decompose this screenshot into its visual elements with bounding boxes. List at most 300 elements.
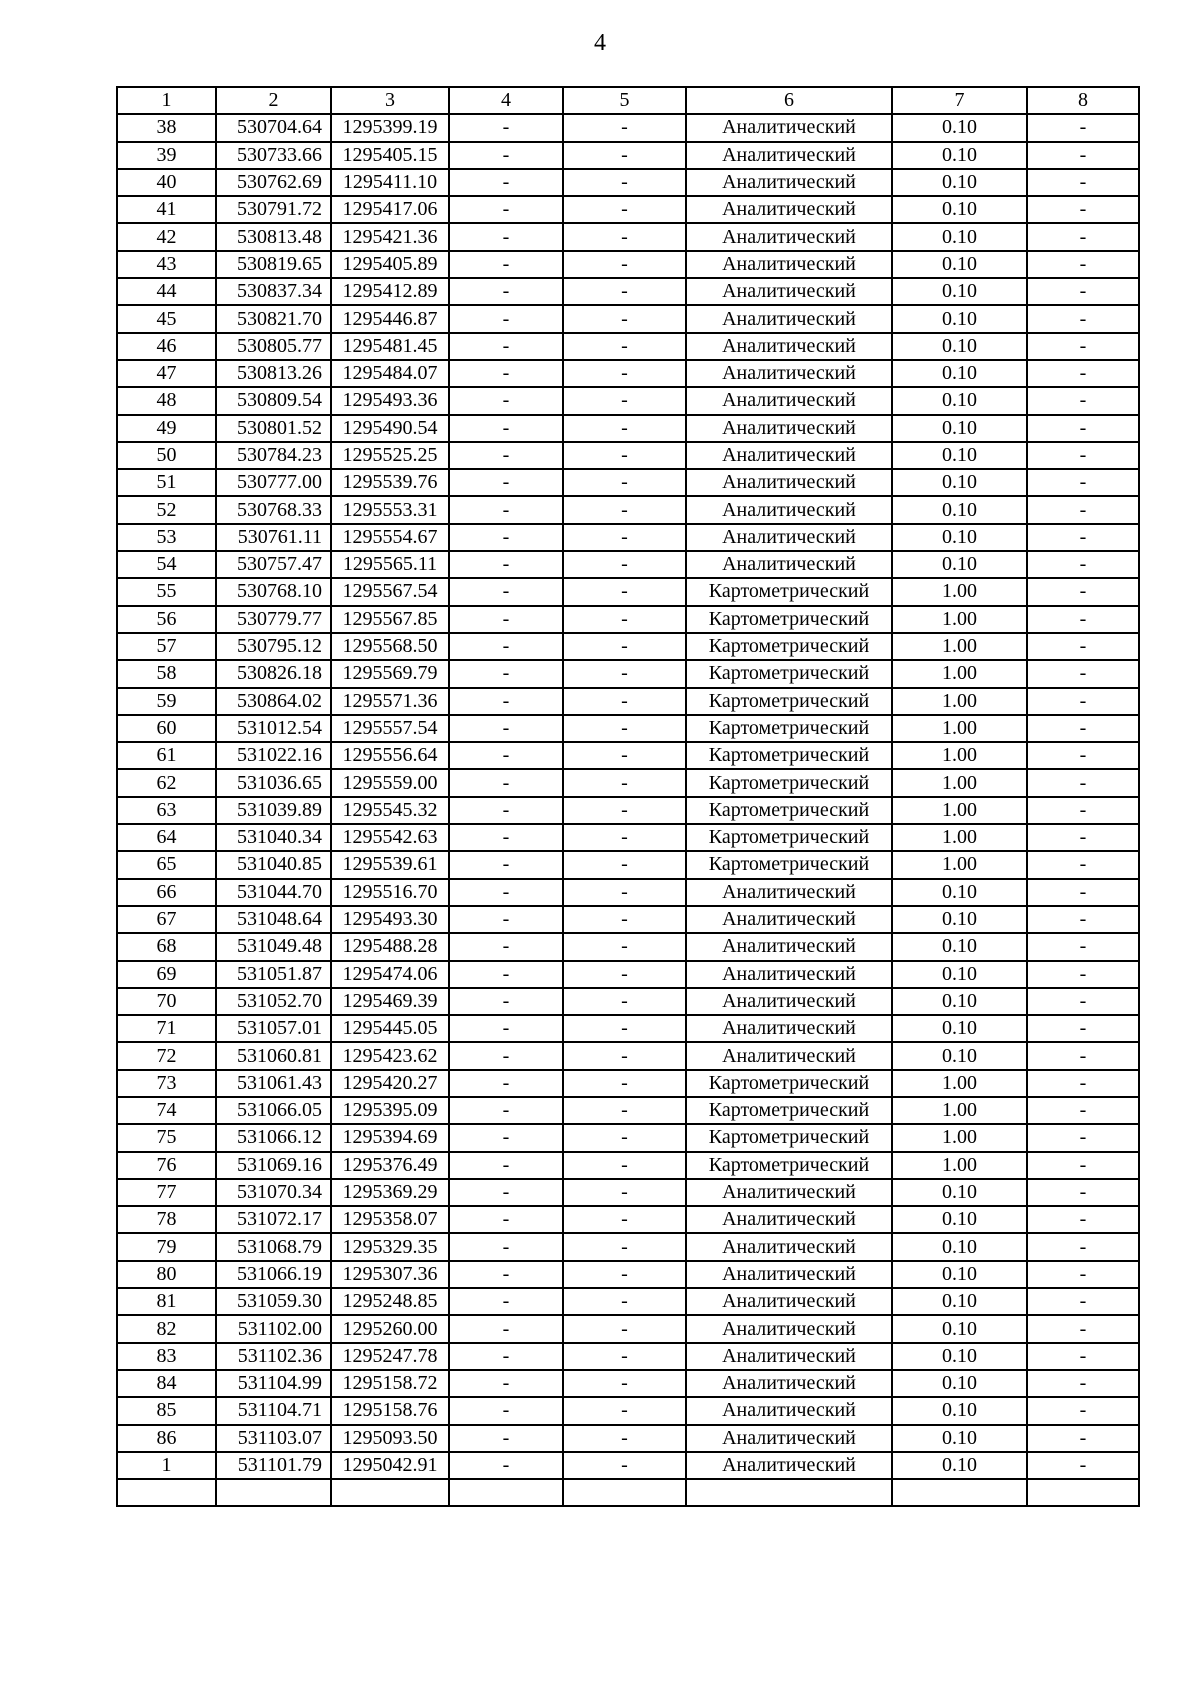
cell-col-accuracy: 0.10 — [892, 1179, 1027, 1206]
cell-col-5: - — [563, 1070, 686, 1097]
cell-col-method: Аналитический — [686, 251, 892, 278]
cell-col-y-coordinate: 1295042.91 — [331, 1452, 449, 1479]
cell-col-4: - — [449, 1152, 563, 1179]
table-row — [117, 169, 1139, 196]
header-cell-col-5: 5 — [563, 87, 686, 114]
cell-col-accuracy: 0.10 — [892, 496, 1027, 523]
cell-col-method: Картометрический — [686, 797, 892, 824]
cell-col-8: - — [1027, 961, 1139, 988]
cell-col-point-number: 40 — [117, 169, 216, 196]
cell-col-8: - — [1027, 469, 1139, 496]
cell-col-8: - — [1027, 578, 1139, 605]
cell-col-5: - — [563, 879, 686, 906]
cell-col-y-coordinate: 1295394.69 — [331, 1124, 449, 1151]
cell-col-4: - — [449, 1452, 563, 1479]
cell-col-5: - — [563, 387, 686, 414]
cell-col-accuracy: 1.00 — [892, 633, 1027, 660]
cell-col-8: - — [1027, 1452, 1139, 1479]
cell-col-point-number: 70 — [117, 988, 216, 1015]
cell-col-4: - — [449, 1288, 563, 1315]
cell-col-5: - — [563, 1315, 686, 1342]
cell-col-accuracy: 0.10 — [892, 1425, 1027, 1452]
cell-col-accuracy: 1.00 — [892, 769, 1027, 796]
cell-col-x-coordinate: 531044.70 — [216, 879, 331, 906]
cell-col-point-number: 56 — [117, 606, 216, 633]
cell-col-8: - — [1027, 1042, 1139, 1069]
cell-col-x-coordinate: 531101.79 — [216, 1452, 331, 1479]
cell-col-4: - — [449, 1315, 563, 1342]
cell-col-4: - — [449, 278, 563, 305]
table-row — [117, 906, 1139, 933]
cell-col-accuracy: 0.10 — [892, 114, 1027, 141]
cell-col-x-coordinate: 531066.12 — [216, 1124, 331, 1151]
table-row — [117, 1452, 1139, 1479]
cell-col-8: - — [1027, 142, 1139, 169]
cell-col-4: - — [449, 223, 563, 250]
cell-col-accuracy: 0.10 — [892, 1233, 1027, 1260]
cell-col-y-coordinate: 1295420.27 — [331, 1070, 449, 1097]
cell-col-point-number: 85 — [117, 1397, 216, 1424]
table-row — [117, 769, 1139, 796]
cell-col-4: - — [449, 797, 563, 824]
cell-col-accuracy: 0.10 — [892, 1288, 1027, 1315]
coordinates-table — [116, 86, 1140, 1507]
table-row — [117, 1124, 1139, 1151]
cell-col-4: - — [449, 1206, 563, 1233]
cell-col-method: Аналитический — [686, 496, 892, 523]
cell-col-point-number: 82 — [117, 1315, 216, 1342]
cell-col-point-number: 1 — [117, 1452, 216, 1479]
cell-col-accuracy: 0.10 — [892, 933, 1027, 960]
cell-col-8: - — [1027, 606, 1139, 633]
cell-col-8: - — [1027, 1206, 1139, 1233]
cell-col-4: - — [449, 360, 563, 387]
cell-col-method: Картометрический — [686, 606, 892, 633]
cell-col-5: - — [563, 1206, 686, 1233]
cell-col-4: - — [449, 715, 563, 742]
cell-col-accuracy: 0.10 — [892, 469, 1027, 496]
cell-col-x-coordinate: 531069.16 — [216, 1152, 331, 1179]
cell-col-5: - — [563, 442, 686, 469]
table-row — [117, 879, 1139, 906]
cell-col-8: - — [1027, 442, 1139, 469]
cell-col-method: Аналитический — [686, 1261, 892, 1288]
cell-col-x-coordinate: 531070.34 — [216, 1179, 331, 1206]
cell-col-accuracy: 0.10 — [892, 1343, 1027, 1370]
cell-col-4: - — [449, 1261, 563, 1288]
cell-col-point-number: 51 — [117, 469, 216, 496]
cell-col-point-number: 65 — [117, 851, 216, 878]
cell-col-5: - — [563, 660, 686, 687]
cell-col-method: Картометрический — [686, 660, 892, 687]
cell-col-8: - — [1027, 1179, 1139, 1206]
cell-col-accuracy: 0.10 — [892, 333, 1027, 360]
cell-col-8: - — [1027, 988, 1139, 1015]
table-row — [117, 1206, 1139, 1233]
cell-col-x-coordinate: 530809.54 — [216, 387, 331, 414]
cell-col-method: Аналитический — [686, 1370, 892, 1397]
cell-col-point-number: 86 — [117, 1425, 216, 1452]
cell-col-5: - — [563, 1042, 686, 1069]
cell-col-accuracy: 1.00 — [892, 824, 1027, 851]
cell-col-point-number: 77 — [117, 1179, 216, 1206]
cell-col-8: - — [1027, 715, 1139, 742]
table-row — [117, 606, 1139, 633]
cell-col-x-coordinate: 531040.85 — [216, 851, 331, 878]
cell-col-point-number: 54 — [117, 551, 216, 578]
cell-col-x-coordinate: 531052.70 — [216, 988, 331, 1015]
cell-col-4: - — [449, 524, 563, 551]
cell-col-method: Аналитический — [686, 223, 892, 250]
cell-col-x-coordinate: 531012.54 — [216, 715, 331, 742]
cell-col-5: - — [563, 196, 686, 223]
cell-col-8: - — [1027, 1261, 1139, 1288]
cell-col-x-coordinate: 530757.47 — [216, 551, 331, 578]
cell-col-5: - — [563, 1452, 686, 1479]
cell-col-5: - — [563, 415, 686, 442]
cell-col-method: Аналитический — [686, 988, 892, 1015]
cell-col-5: - — [563, 824, 686, 851]
cell-col-method: Картометрический — [686, 1070, 892, 1097]
cell-col-4: - — [449, 851, 563, 878]
cell-col-method: Аналитический — [686, 524, 892, 551]
cell-col-point-number: 58 — [117, 660, 216, 687]
cell-col-8: - — [1027, 1152, 1139, 1179]
cell-col-y-coordinate: 1295481.45 — [331, 333, 449, 360]
cell-col-4: - — [449, 688, 563, 715]
cell-col-accuracy: 0.10 — [892, 879, 1027, 906]
cell-col-method: Аналитический — [686, 114, 892, 141]
cell-col-method: Картометрический — [686, 769, 892, 796]
cell-col-x-coordinate: 530813.48 — [216, 223, 331, 250]
cell-col-method: Аналитический — [686, 469, 892, 496]
cell-col-x-coordinate: 531102.36 — [216, 1343, 331, 1370]
table-row — [117, 715, 1139, 742]
cell-col-point-number: 74 — [117, 1097, 216, 1124]
cell-col-point-number: 55 — [117, 578, 216, 605]
cell-col-5: - — [563, 742, 686, 769]
cell-col-point-number: 59 — [117, 688, 216, 715]
cell-col-y-coordinate: 1295516.70 — [331, 879, 449, 906]
cell-col-accuracy: 0.10 — [892, 1261, 1027, 1288]
cell-col-point-number: 81 — [117, 1288, 216, 1315]
cell-col-point-number: 63 — [117, 797, 216, 824]
cell-col-method: Аналитический — [686, 1233, 892, 1260]
table-row — [117, 1042, 1139, 1069]
table-row — [117, 851, 1139, 878]
table-row — [117, 1015, 1139, 1042]
table-row — [117, 1097, 1139, 1124]
cell-col-8: - — [1027, 660, 1139, 687]
cell-col-point-number: 48 — [117, 387, 216, 414]
cell-col-4: - — [449, 142, 563, 169]
table-row — [117, 1397, 1139, 1424]
cell-col-4: - — [449, 1343, 563, 1370]
cell-col-method: Аналитический — [686, 415, 892, 442]
cell-col-4: - — [449, 824, 563, 851]
table-row — [117, 223, 1139, 250]
cell-col-x-coordinate: 530837.34 — [216, 278, 331, 305]
cell-col-4: - — [449, 1042, 563, 1069]
cell-col-point-number: 53 — [117, 524, 216, 551]
cell-col-point-number: 73 — [117, 1070, 216, 1097]
table-row — [117, 1479, 1139, 1506]
cell-col-accuracy: 1.00 — [892, 797, 1027, 824]
cell-col-x-coordinate: 530762.69 — [216, 169, 331, 196]
cell-col-point-number: 84 — [117, 1370, 216, 1397]
cell-col-4: - — [449, 660, 563, 687]
cell-col-accuracy: 1.00 — [892, 742, 1027, 769]
cell-col-method: Аналитический — [686, 933, 892, 960]
cell-col-y-coordinate: 1295493.30 — [331, 906, 449, 933]
header-cell-col-8: 8 — [1027, 87, 1139, 114]
cell-col-point-number: 43 — [117, 251, 216, 278]
cell-col-4: - — [449, 415, 563, 442]
cell-col-8: - — [1027, 551, 1139, 578]
cell-col-x-coordinate: 531103.07 — [216, 1425, 331, 1452]
table-row — [117, 1152, 1139, 1179]
cell-col-point-number: 38 — [117, 114, 216, 141]
cell-col-x-coordinate: 531061.43 — [216, 1070, 331, 1097]
table-row — [117, 1315, 1139, 1342]
cell-col-y-coordinate: 1295545.32 — [331, 797, 449, 824]
cell-col-x-coordinate: 531068.79 — [216, 1233, 331, 1260]
table-row — [117, 442, 1139, 469]
table-row — [117, 933, 1139, 960]
cell-col-method: Аналитический — [686, 142, 892, 169]
cell-col-5: - — [563, 223, 686, 250]
table-row — [117, 114, 1139, 141]
cell-col-y-coordinate: 1295493.36 — [331, 387, 449, 414]
table-row — [117, 524, 1139, 551]
cell-col-accuracy — [892, 1479, 1027, 1506]
header-cell-col-method: 6 — [686, 87, 892, 114]
cell-col-accuracy: 0.10 — [892, 1042, 1027, 1069]
cell-col-x-coordinate: 530761.11 — [216, 524, 331, 551]
table-row — [117, 469, 1139, 496]
cell-col-5: - — [563, 1261, 686, 1288]
cell-col-y-coordinate: 1295395.09 — [331, 1097, 449, 1124]
cell-col-5: - — [563, 1179, 686, 1206]
cell-col-point-number: 75 — [117, 1124, 216, 1151]
cell-col-y-coordinate: 1295557.54 — [331, 715, 449, 742]
cell-col-x-coordinate: 530813.26 — [216, 360, 331, 387]
cell-col-y-coordinate: 1295525.25 — [331, 442, 449, 469]
cell-col-method: Картометрический — [686, 715, 892, 742]
cell-col-8: - — [1027, 688, 1139, 715]
table-row — [117, 1343, 1139, 1370]
cell-col-4: - — [449, 387, 563, 414]
cell-col-5: - — [563, 169, 686, 196]
cell-col-accuracy: 0.10 — [892, 1370, 1027, 1397]
table-row — [117, 1370, 1139, 1397]
cell-col-y-coordinate: 1295248.85 — [331, 1288, 449, 1315]
cell-col-5: - — [563, 305, 686, 332]
cell-col-x-coordinate: 530733.66 — [216, 142, 331, 169]
table-row — [117, 1233, 1139, 1260]
table-row — [117, 988, 1139, 1015]
cell-col-accuracy: 0.10 — [892, 305, 1027, 332]
cell-col-y-coordinate: 1295307.36 — [331, 1261, 449, 1288]
cell-col-5: - — [563, 496, 686, 523]
cell-col-accuracy: 0.10 — [892, 524, 1027, 551]
cell-col-4: - — [449, 606, 563, 633]
cell-col-5: - — [563, 797, 686, 824]
cell-col-method: Аналитический — [686, 1343, 892, 1370]
cell-col-y-coordinate: 1295421.36 — [331, 223, 449, 250]
cell-col-y-coordinate: 1295405.89 — [331, 251, 449, 278]
cell-col-4: - — [449, 469, 563, 496]
cell-col-y-coordinate: 1295484.07 — [331, 360, 449, 387]
cell-col-8: - — [1027, 1015, 1139, 1042]
cell-col-y-coordinate: 1295446.87 — [331, 305, 449, 332]
cell-col-method: Аналитический — [686, 1015, 892, 1042]
cell-col-accuracy: 0.10 — [892, 278, 1027, 305]
cell-col-8: - — [1027, 824, 1139, 851]
table-row — [117, 278, 1139, 305]
cell-col-accuracy: 0.10 — [892, 169, 1027, 196]
cell-col-4: - — [449, 633, 563, 660]
cell-col-accuracy: 0.10 — [892, 415, 1027, 442]
cell-col-point-number: 72 — [117, 1042, 216, 1069]
cell-col-y-coordinate: 1295553.31 — [331, 496, 449, 523]
cell-col-x-coordinate: 531066.19 — [216, 1261, 331, 1288]
table-row — [117, 797, 1139, 824]
cell-col-point-number: 67 — [117, 906, 216, 933]
cell-col-point-number: 76 — [117, 1152, 216, 1179]
cell-col-accuracy: 1.00 — [892, 1124, 1027, 1151]
cell-col-x-coordinate — [216, 1479, 331, 1506]
cell-col-accuracy: 0.10 — [892, 196, 1027, 223]
cell-col-8: - — [1027, 1233, 1139, 1260]
cell-col-4: - — [449, 906, 563, 933]
cell-col-point-number: 71 — [117, 1015, 216, 1042]
cell-col-5: - — [563, 715, 686, 742]
cell-col-5: - — [563, 1233, 686, 1260]
cell-col-x-coordinate: 530795.12 — [216, 633, 331, 660]
cell-col-5: - — [563, 469, 686, 496]
cell-col-method: Аналитический — [686, 1397, 892, 1424]
cell-col-5: - — [563, 278, 686, 305]
cell-col-y-coordinate: 1295556.64 — [331, 742, 449, 769]
cell-col-point-number: 47 — [117, 360, 216, 387]
cell-col-y-coordinate: 1295329.35 — [331, 1233, 449, 1260]
table-row — [117, 496, 1139, 523]
cell-col-y-coordinate: 1295565.11 — [331, 551, 449, 578]
cell-col-y-coordinate: 1295469.39 — [331, 988, 449, 1015]
cell-col-8: - — [1027, 906, 1139, 933]
cell-col-method: Аналитический — [686, 551, 892, 578]
cell-col-accuracy: 1.00 — [892, 606, 1027, 633]
cell-col-8: - — [1027, 415, 1139, 442]
cell-col-5: - — [563, 251, 686, 278]
cell-col-point-number: 79 — [117, 1233, 216, 1260]
cell-col-y-coordinate: 1295568.50 — [331, 633, 449, 660]
cell-col-5: - — [563, 333, 686, 360]
cell-col-5: - — [563, 769, 686, 796]
page-number: 4 — [594, 30, 606, 56]
cell-col-y-coordinate: 1295158.72 — [331, 1370, 449, 1397]
cell-col-y-coordinate: 1295423.62 — [331, 1042, 449, 1069]
cell-col-y-coordinate: 1295412.89 — [331, 278, 449, 305]
cell-col-4: - — [449, 1015, 563, 1042]
table-row — [117, 387, 1139, 414]
cell-col-4: - — [449, 196, 563, 223]
cell-col-accuracy: 0.10 — [892, 442, 1027, 469]
cell-col-x-coordinate: 530768.33 — [216, 496, 331, 523]
table-row — [117, 360, 1139, 387]
cell-col-8: - — [1027, 360, 1139, 387]
cell-col-method: Картометрический — [686, 1124, 892, 1151]
cell-col-5: - — [563, 688, 686, 715]
cell-col-8: - — [1027, 114, 1139, 141]
cell-col-x-coordinate: 531048.64 — [216, 906, 331, 933]
cell-col-4: - — [449, 742, 563, 769]
cell-col-x-coordinate: 530768.10 — [216, 578, 331, 605]
cell-col-5: - — [563, 851, 686, 878]
cell-col-method: Аналитический — [686, 442, 892, 469]
cell-col-x-coordinate: 531104.99 — [216, 1370, 331, 1397]
cell-col-point-number: 52 — [117, 496, 216, 523]
cell-col-x-coordinate: 531072.17 — [216, 1206, 331, 1233]
table-row — [117, 742, 1139, 769]
cell-col-5: - — [563, 633, 686, 660]
table-row — [117, 305, 1139, 332]
cell-col-4: - — [449, 442, 563, 469]
cell-col-point-number: 66 — [117, 879, 216, 906]
cell-col-y-coordinate: 1295158.76 — [331, 1397, 449, 1424]
cell-col-y-coordinate: 1295542.63 — [331, 824, 449, 851]
cell-col-x-coordinate: 530704.64 — [216, 114, 331, 141]
cell-col-method: Аналитический — [686, 1179, 892, 1206]
cell-col-method: Аналитический — [686, 1042, 892, 1069]
table-row — [117, 688, 1139, 715]
cell-col-5: - — [563, 1124, 686, 1151]
cell-col-8: - — [1027, 333, 1139, 360]
cell-col-4: - — [449, 879, 563, 906]
cell-col-5: - — [563, 1097, 686, 1124]
cell-col-4: - — [449, 333, 563, 360]
cell-col-4: - — [449, 169, 563, 196]
cell-col-y-coordinate: 1295358.07 — [331, 1206, 449, 1233]
cell-col-method: Аналитический — [686, 1425, 892, 1452]
cell-col-5: - — [563, 988, 686, 1015]
cell-col-8: - — [1027, 496, 1139, 523]
table-row — [117, 415, 1139, 442]
cell-col-4: - — [449, 1097, 563, 1124]
table-body — [117, 87, 1139, 1506]
cell-col-y-coordinate: 1295417.06 — [331, 196, 449, 223]
cell-col-point-number: 41 — [117, 196, 216, 223]
cell-col-5: - — [563, 606, 686, 633]
cell-col-8: - — [1027, 1343, 1139, 1370]
cell-col-4: - — [449, 1233, 563, 1260]
cell-col-x-coordinate: 531022.16 — [216, 742, 331, 769]
cell-col-accuracy: 1.00 — [892, 1070, 1027, 1097]
cell-col-8: - — [1027, 769, 1139, 796]
cell-col-x-coordinate: 530779.77 — [216, 606, 331, 633]
cell-col-point-number: 80 — [117, 1261, 216, 1288]
cell-col-point-number: 42 — [117, 223, 216, 250]
cell-col-8: - — [1027, 851, 1139, 878]
cell-col-8: - — [1027, 169, 1139, 196]
cell-col-x-coordinate: 531040.34 — [216, 824, 331, 851]
cell-col-point-number: 57 — [117, 633, 216, 660]
cell-col-y-coordinate: 1295369.29 — [331, 1179, 449, 1206]
cell-col-8: - — [1027, 933, 1139, 960]
cell-col-8: - — [1027, 524, 1139, 551]
cell-col-point-number: 46 — [117, 333, 216, 360]
